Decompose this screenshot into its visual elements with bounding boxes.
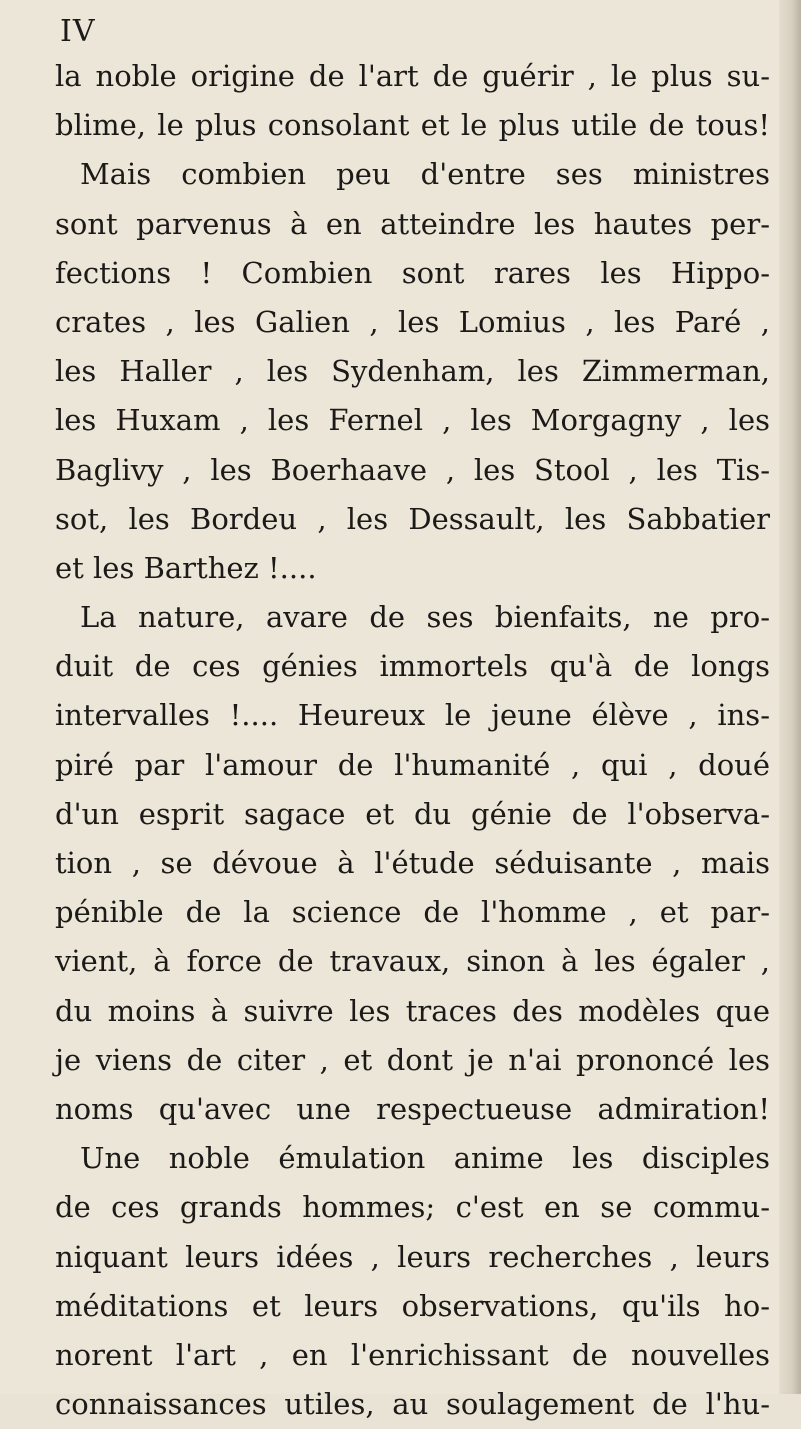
- text-line: norent l'art , en l'enrichissant de nouvelles: [55, 1337, 770, 1372]
- text-line: noms qu'avec une respectueuse admiration!: [55, 1091, 770, 1126]
- text-line: crates , les Galien , les Lomius , les Paré ,: [55, 304, 770, 339]
- body-text: [55, 52, 770, 1429]
- text-line: méditations et leurs observations, qu'ils ho-: [55, 1288, 770, 1323]
- text-line: de ces grands hommes; c'est en se commu-: [55, 1190, 770, 1225]
- text-line: La nature, avare de ses bienfaits, ne pro-: [80, 600, 770, 635]
- text-line: la noble origine de l'art de guérir , le plus su-: [55, 59, 770, 93]
- text-line: sont parvenus à en atteindre les hautes per-: [55, 206, 770, 241]
- text-line: Baglivy , les Boerhaave , les Stool , les Tis-: [55, 452, 770, 487]
- text-line: tion , se dévoue à l'étude séduisante , mais: [55, 846, 770, 880]
- text-line: pénible de la science de l'homme , et par-: [55, 895, 770, 930]
- text-line: intervalles !.... Heureux le jeune élève , ins-: [55, 698, 770, 733]
- text-line: Mais combien peu d'entre ses ministres: [80, 157, 770, 192]
- page-edge-shadow: [779, 0, 801, 1394]
- text-line: fections ! Combien sont rares les Hippo-: [55, 255, 770, 290]
- text-line: les Haller , les Sydenham, les Zimmerman,: [55, 354, 770, 389]
- text-line: duit de ces génies immortels qu'à de longs: [55, 649, 770, 684]
- text-line: connaissances utiles, au soulagement de l'hu-: [55, 1387, 770, 1422]
- page-number: IV: [60, 14, 96, 49]
- text-line: les Huxam , les Fernel , les Morgagny , les: [55, 403, 770, 438]
- text-line: d'un esprit sagace et du génie de l'observa-: [55, 796, 770, 831]
- text-line: blime, le plus consolant et le plus utile de tous!: [55, 108, 770, 143]
- text-line: piré par l'amour de l'humanité , qui , doué: [55, 747, 770, 782]
- text-line: Une noble émulation anime les disciples: [80, 1141, 770, 1176]
- text-line: je viens de citer , et dont je n'ai prononcé les: [55, 1042, 770, 1077]
- text-line: vient, à force de travaux, sinon à les égaler ,: [55, 944, 770, 979]
- text-line: et les Barthez !....: [55, 550, 317, 585]
- text-line: niquant leurs idées , leurs recherches , leurs: [55, 1239, 770, 1274]
- text-line: du moins à suivre les traces des modèles que: [55, 993, 770, 1028]
- text-line: sot, les Bordeu , les Dessault, les Sabbatier: [55, 501, 770, 536]
